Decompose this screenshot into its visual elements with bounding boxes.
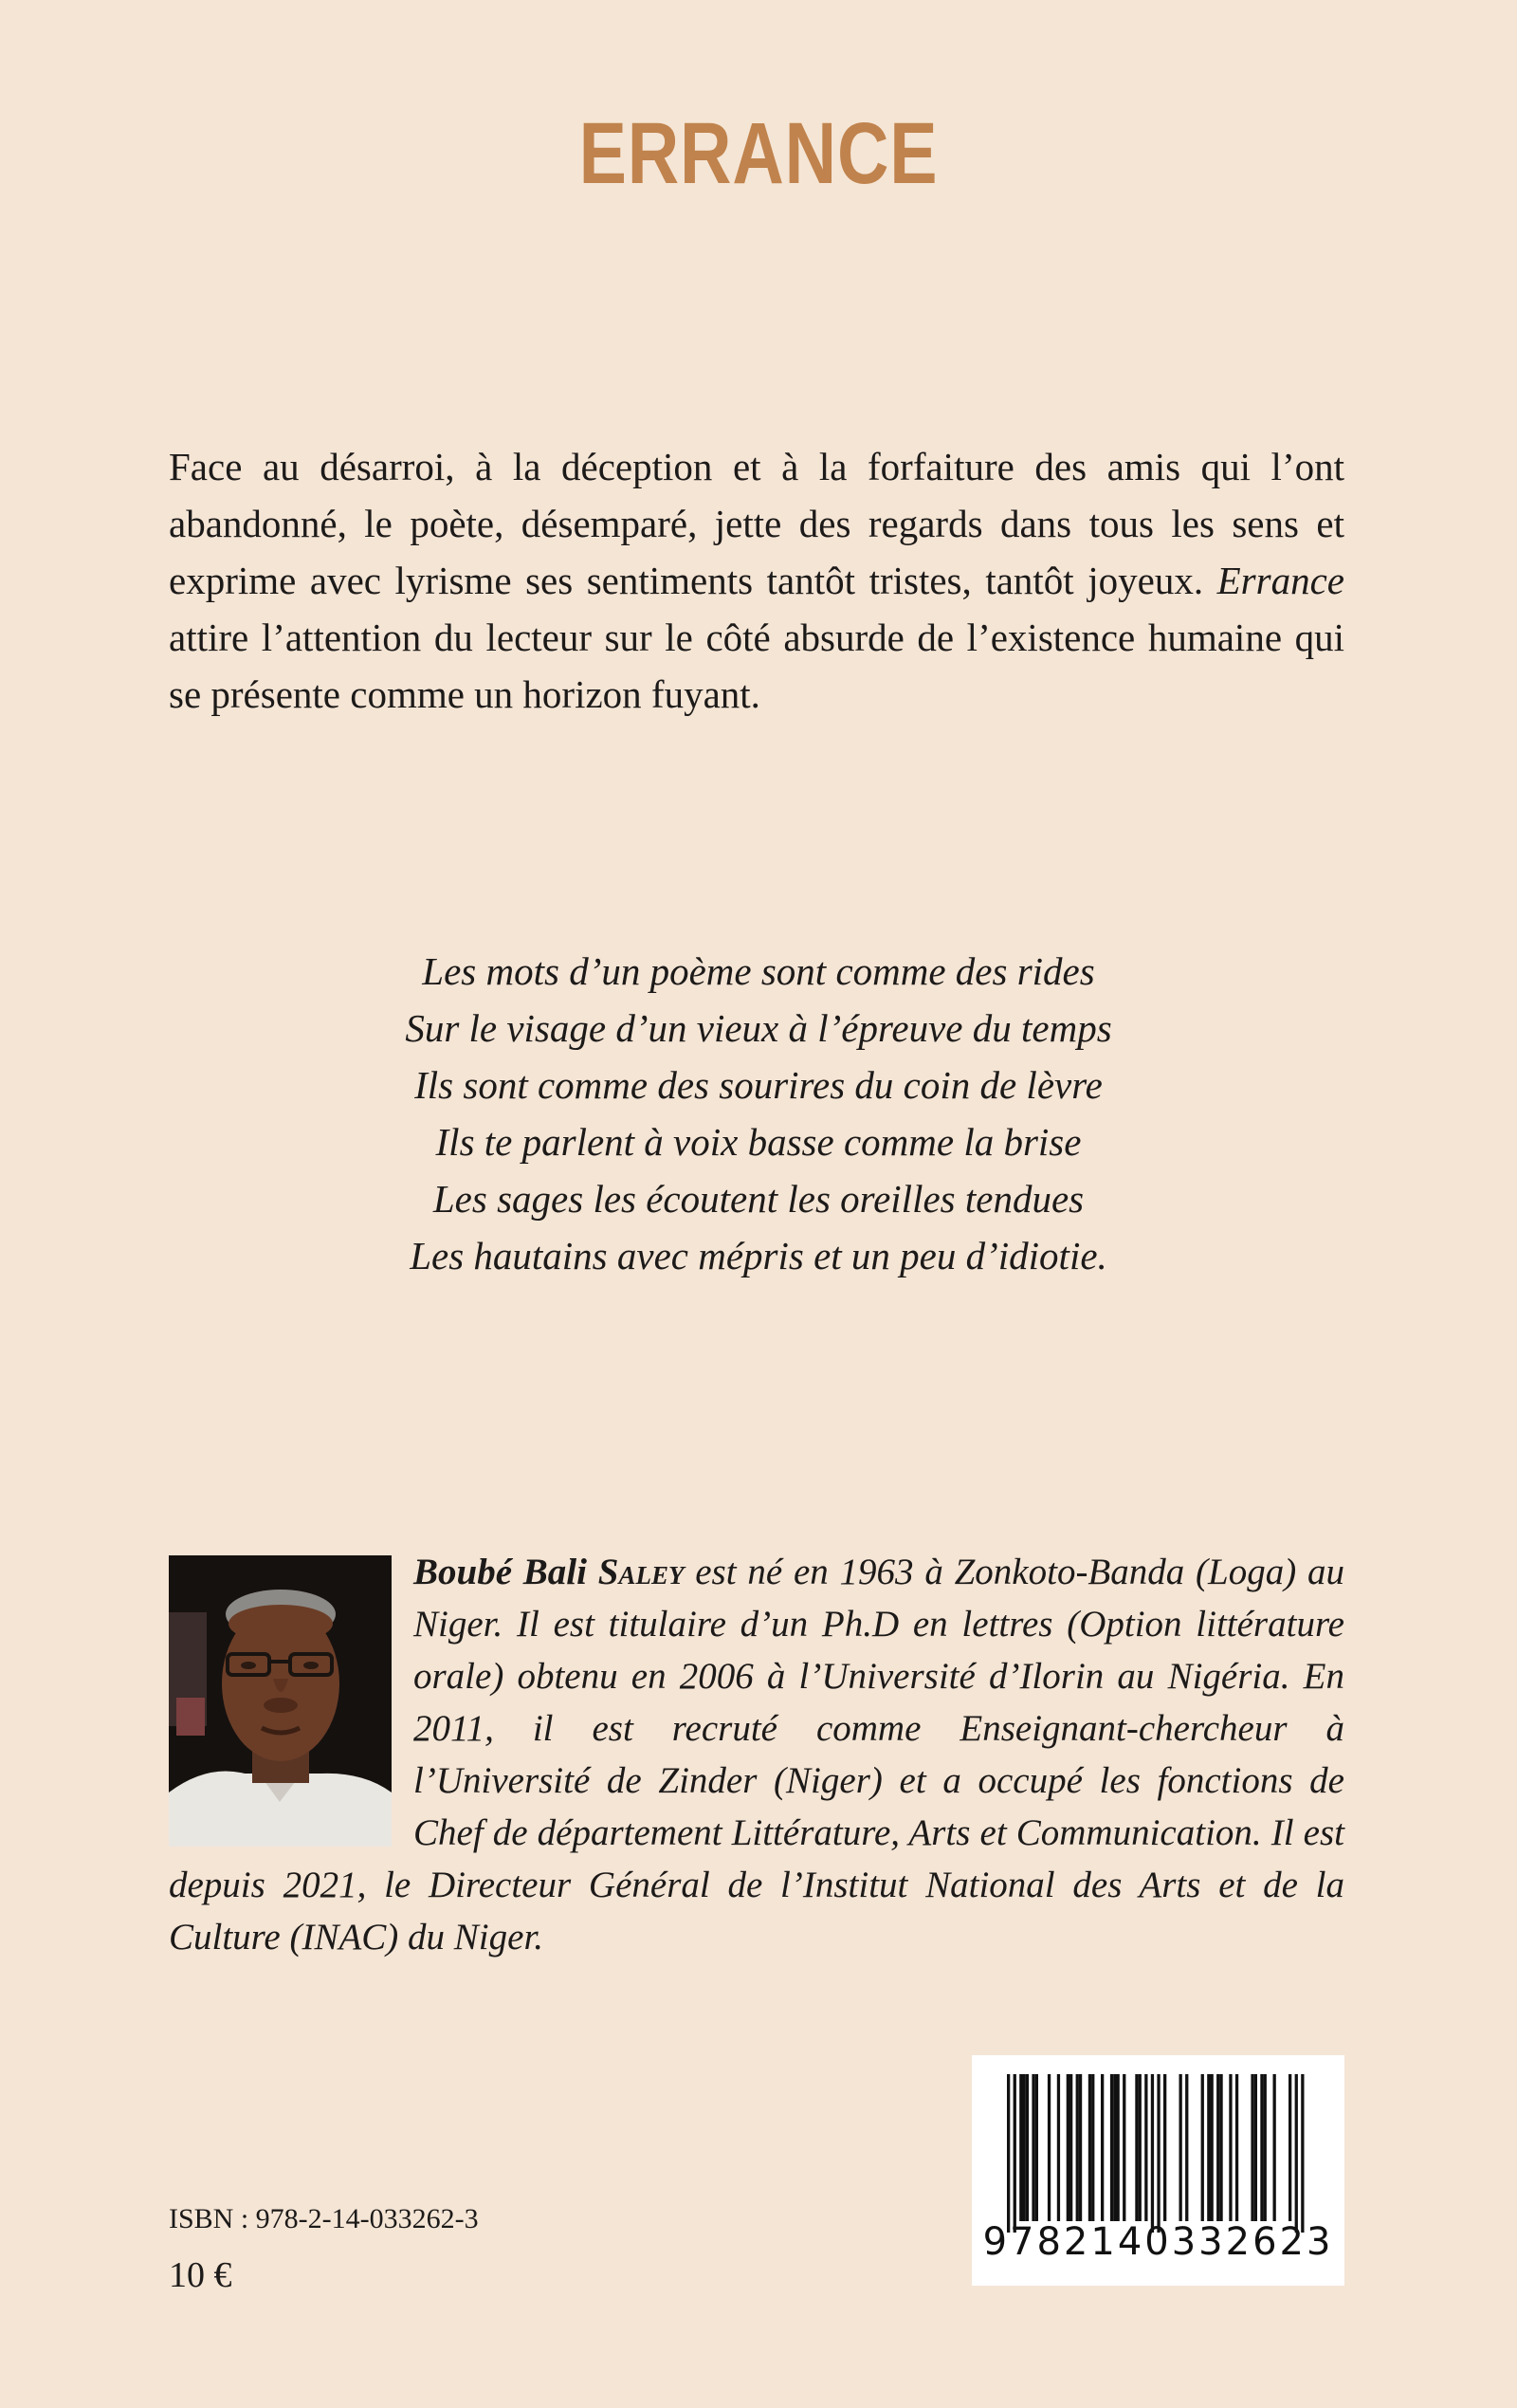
poem-excerpt (0, 943, 1517, 1284)
summary-part-2: attire l’attention du lecteur sur le côté absurde de l’existence humaine qui se présente comme un horizon fuyant. (169, 616, 1344, 716)
bio-body: est né en 1963 à Zonkoto-Banda (Loga) au Niger. Il est titulaire d’un Ph.D en lettres (Option littérature orale) obtenu en 2006 à l’Université d’Ilorin au Nigéria. En 2011, il est recruté comme Enseignant-chercheur à l’Université de Zinder (Niger) et a occupé les fonctions de Chef de département Littérature, Arts et Communication. Il est depuis 2021, le Directeur Général de l’Institut National des Arts et de la Culture (INAC) du Niger. (169, 1552, 1344, 1958)
barcode-bar (1091, 2074, 1094, 2221)
barcode-bar (1067, 2074, 1069, 2221)
barcode-bar (1219, 2074, 1222, 2221)
barcode-bar (1110, 2074, 1113, 2221)
barcode-bar (1057, 2074, 1060, 2221)
author-surname: Saley (597, 1552, 685, 1592)
barcode-bar (1079, 2074, 1082, 2221)
barcode-bar (1101, 2074, 1104, 2221)
book-summary (169, 438, 1344, 723)
photo-spacer (169, 1546, 413, 1842)
author-name: Boubé Bali (413, 1552, 598, 1592)
barcode-bar (1069, 2074, 1072, 2221)
barcode-bar (1264, 2074, 1267, 2221)
barcode-bar (1019, 2074, 1022, 2221)
barcode-bar (1163, 2074, 1166, 2221)
poem-line: Les sages les écoutent les oreilles tendues (432, 1177, 1085, 1221)
barcode-bar (1251, 2074, 1253, 2221)
barcode-bar (1035, 2074, 1038, 2221)
barcode-bar (1295, 2074, 1298, 2233)
summary-part-1: Face au désarroi, à la déception et à la forfaiture des amis qui l’ont abandonné, le poète, désemparé, jette des regards dans tous les sens et exprime avec lyrisme ses sentiments tantôt tristes, tantôt joyeux. (169, 445, 1344, 602)
barcode-bar (1076, 2074, 1079, 2221)
barcode-bar (1229, 2074, 1232, 2221)
barcode-bar (1151, 2074, 1154, 2233)
barcode-bar (1088, 2074, 1091, 2221)
author-biography (169, 1546, 1344, 1963)
barcode-bar (1301, 2074, 1304, 2233)
barcode-bar (1026, 2074, 1029, 2221)
poem-line: Les mots d’un poème sont comme des rides (422, 949, 1095, 993)
barcode-bar (1117, 2074, 1120, 2221)
barcode-bar (1007, 2074, 1010, 2233)
price: 10 € (169, 2255, 232, 2295)
barcode-bar (1023, 2074, 1026, 2221)
barcode-bar (1135, 2074, 1138, 2221)
poem-line: Ils sont comme des sourires du coin de lèvre (414, 1063, 1103, 1107)
barcode-bar (1123, 2074, 1125, 2221)
barcode-bar (1014, 2074, 1016, 2233)
barcode-bar (1179, 2074, 1182, 2221)
barcode-number: 9782140332623 (982, 2220, 1334, 2264)
barcode-bar (1289, 2074, 1291, 2221)
summary-title-italic: Errance (1216, 559, 1344, 602)
barcode-bar (1211, 2074, 1214, 2221)
barcode-bar (1254, 2074, 1257, 2221)
barcode-bar (1157, 2074, 1160, 2233)
book-title: ERRANCE (578, 105, 939, 202)
poem-line: Les hautains avec mépris et un peu d’idiotie. (410, 1234, 1107, 1278)
barcode-bar (1273, 2074, 1276, 2221)
barcode-bar (1207, 2074, 1210, 2221)
isbn: ISBN : 978-2-14-033262-3 (169, 2203, 479, 2234)
barcode-bar (1216, 2074, 1219, 2221)
barcode-bar (1144, 2074, 1147, 2221)
barcode-bar (1201, 2074, 1204, 2221)
barcode (972, 2055, 1344, 2286)
barcode-bar (1032, 2074, 1034, 2221)
barcode-bar (1048, 2074, 1051, 2221)
barcode-bar (1235, 2074, 1238, 2221)
barcode-bar (1260, 2074, 1263, 2221)
barcode-bar (1113, 2074, 1116, 2221)
barcode-bar (1185, 2074, 1188, 2221)
poem-line: Sur le visage d’un vieux à l’épreuve du temps (405, 1006, 1112, 1050)
poem-line: Ils te parlent à voix basse comme la brise (435, 1120, 1082, 1164)
barcode-bar (1139, 2074, 1142, 2221)
